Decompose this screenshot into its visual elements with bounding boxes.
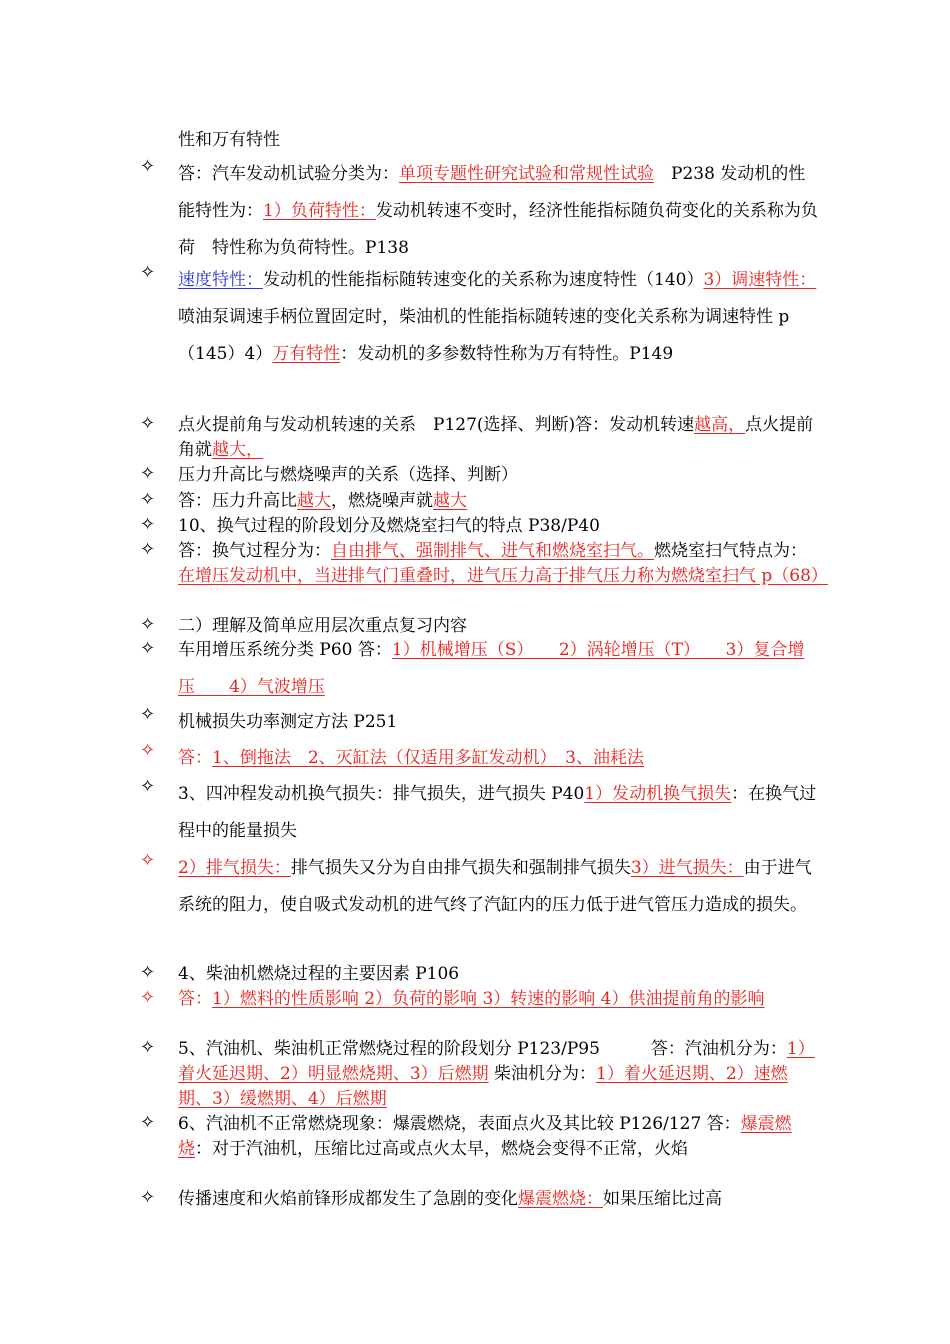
diamond-bullet-icon: ✧	[140, 463, 156, 484]
diamond-bullet-icon: ✧	[140, 1112, 156, 1133]
paragraph-text: 2）排气损失：排气损失又分为自由排气损失和强制排气损失3）进气损失：由于进气系统的阻力，使自吸式发动机的进气终了汽缸内的压力低于进气管压力造成的损失。	[178, 858, 812, 915]
diamond-bullet-icon: ✧	[140, 489, 156, 510]
paragraph-text: 5、汽油机、柴油机正常燃烧过程的阶段划分 P123/P95 答：汽油机分为：1）着火延迟期、2）明显燃烧期、3）后燃期 柴油机分为：1）着火延迟期、2）速燃期、3）缓燃期、4）后燃期	[178, 1039, 815, 1109]
diamond-bullet-icon: ✧	[140, 262, 156, 283]
paragraph-text: 答：压力升高比越大，燃烧噪声就越大	[178, 491, 467, 511]
list-item	[140, 413, 820, 463]
list-item	[140, 463, 820, 488]
list-item	[140, 850, 820, 924]
diamond-bullet-icon: ✧	[140, 638, 156, 659]
paragraph-text: 答：1、倒拖法 2、灭缸法（仅适用多缸发动机） 3、油耗法	[178, 748, 644, 768]
diamond-bullet-icon: ✧	[140, 514, 156, 535]
paragraph-text: 机械损失功率测定方法 P251	[178, 712, 398, 732]
paragraph-text: 4、柴油机燃烧过程的主要因素 P106	[178, 964, 460, 984]
list-item	[140, 987, 820, 1012]
paragraph-text: 6、汽油机不正常燃烧现象：爆震燃烧，表面点火及其比较 P126/127 答：爆震燃烧：对于汽油机，压缩比过高或点火太早，燃烧会变得不正常，火焰	[178, 1114, 792, 1159]
diamond-bullet-icon: ✧	[140, 413, 156, 434]
list-item	[140, 262, 820, 373]
list-item	[140, 156, 820, 267]
paragraph-text: 答：1）燃料的性质影响 2）负荷的影响 3）转速的影响 4）供油提前角的影响	[178, 989, 765, 1009]
list-item	[140, 1187, 820, 1212]
diamond-bullet-icon: ✧	[140, 539, 156, 560]
paragraph-text: 速度特性：发动机的性能指标随转速变化的关系称为速度特性（140）3）调速特性：喷油泵调速手柄位置固定时，柴油机的性能指标随转速的变化关系称为调速特性 p（145）4）万有特性：发动机的多参数特性称为万有特性。P149	[178, 270, 817, 364]
diamond-bullet-icon: ✧	[140, 962, 156, 983]
paragraph-text: 压力升高比与燃烧噪声的关系（选择、判断）	[178, 465, 518, 485]
diamond-bullet-icon: ✧	[140, 1187, 156, 1208]
list-item	[140, 514, 820, 539]
paragraph-text: 10、换气过程的阶段划分及燃烧室扫气的特点 P38/P40	[178, 516, 600, 536]
diamond-bullet-icon: ✧	[140, 987, 156, 1008]
paragraph-text: 答：换气过程分为：自由排气、强制排气、进气和燃烧室扫气。燃烧室扫气特点为：在增压发动机中，当进排气门重叠时，进气压力高于排气压力称为燃烧室扫气 p（68）	[178, 541, 828, 586]
diamond-bullet-icon: ✧	[140, 776, 156, 797]
diamond-bullet-icon: ✧	[140, 156, 156, 177]
paragraph-text: 3、四冲程发动机换气损失：排气损失，进气损失 P401）发动机换气损失：在换气过程中的能量损失	[178, 784, 817, 841]
list-item	[140, 704, 820, 741]
paragraph-text: 二）理解及简单应用层次重点复习内容	[178, 616, 467, 636]
paragraph-text: 车用增压系统分类 P60 答：1）机械增压（S） 2）涡轮增压（T） 3）复合增压 4）气波增压	[178, 640, 805, 697]
diamond-bullet-icon: ✧	[140, 1037, 156, 1058]
diamond-bullet-icon: ✧	[140, 614, 156, 635]
diamond-bullet-icon: ✧	[140, 704, 156, 725]
paragraph-text: 传播速度和火焰前锋形成都发生了急剧的变化爆震燃烧：如果压缩比过高	[178, 1189, 722, 1209]
list-item	[140, 1037, 820, 1112]
paragraph-text: 答：汽车发动机试验分类为：单项专题性研究试验和常规性试验 P238 发动机的性能特性为：1）负荷特性：发动机转速不变时，经济性能指标随负荷变化的关系称为负荷 特性称为负荷特性。P138	[178, 164, 818, 258]
list-item	[140, 740, 820, 777]
paragraph-text: 性和万有特性	[178, 130, 280, 150]
diamond-bullet-icon: ✧	[140, 850, 156, 871]
list-item	[140, 632, 820, 706]
continuation-line	[140, 122, 820, 159]
list-item	[140, 776, 820, 850]
list-item	[140, 962, 820, 987]
list-item	[140, 1112, 820, 1162]
list-item	[140, 539, 828, 589]
list-item	[140, 489, 820, 514]
paragraph-text: 点火提前角与发动机转速的关系 P127(选择、判断)答：发动机转速越高，点火提前角就越大，	[178, 415, 814, 460]
diamond-bullet-icon: ✧	[140, 740, 156, 761]
